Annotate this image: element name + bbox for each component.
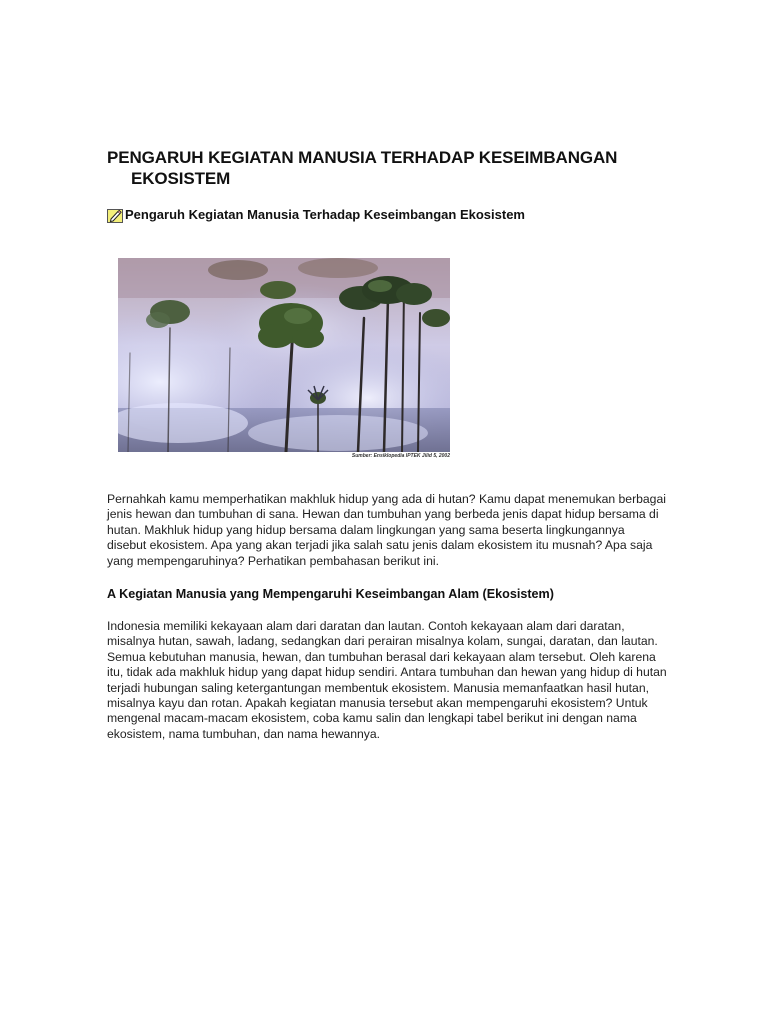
image-caption: Sumber: Ensiklopedia IPTEK Jilid 5, 2002 <box>351 453 450 459</box>
document-title <box>107 147 687 189</box>
forest-fire-photo <box>118 258 450 452</box>
title-line-2: EKOSISTEM <box>131 169 231 188</box>
intro-paragraph: Pernahkah kamu memperhatikan makhluk hidup yang ada di hutan? Kamu dapat menemukan berbagai jenis hewan dan tumbuhan di sana. Hewan dan tumbuhan yang berbeda jenis dapat hidup bersama di hutan. Makhluk hidup yang hidup bersama dalam lingkungan yang sama beserta lingkungannya disebut ekosistem. Apa yang akan terjadi jika salah satu jenis dalam ekosistem itu musnah? Apa saja yang mempengaruhinya? Perhatikan pembahasan berikut ini. <box>107 492 666 568</box>
title-line-1: PENGARUH KEGIATAN MANUSIA TERHADAP KESEIMBANGAN <box>107 148 618 167</box>
subheading-text: Pengaruh Kegiatan Manusia Terhadap Keseimbangan Ekosistem <box>125 207 525 222</box>
section-paragraph: Indonesia memiliki kekayaan alam dari daratan dan lautan. Contoh kekayaan alam dari daratan, misalnya hutan, sawah, ladang, sedangkan dari perairan misalnya kolam, sungai, daratan, dan lautan. Semua kebutuhan manusia, hewan, dan tumbuhan berasal dari kekayaan alam tersebut. Oleh karena itu, tidak ada makhluk hidup yang dapat hidup sendiri. Antara tumbuhan dan hewan yang hidup di hutan terjadi hubungan saling ketergantungan membentuk ekosistem. Manusia memanfaatkan hasil hutan, misalnya kayu dan rotan. Apakah kegiatan manusia tersebut akan mempengaruhi ekosistem? Untuk mengenal macam-macam ekosistem, coba kamu salin dan lengkapi tabel berikut ini dengan nama ekosistem, nama tumbuhan, dan nama hewannya. <box>107 619 667 741</box>
note-pencil-icon <box>107 208 124 223</box>
subheading <box>107 206 525 224</box>
section-heading: A Kegiatan Manusia yang Mempengaruhi Keseimbangan Alam (Ekosistem) <box>107 587 554 601</box>
